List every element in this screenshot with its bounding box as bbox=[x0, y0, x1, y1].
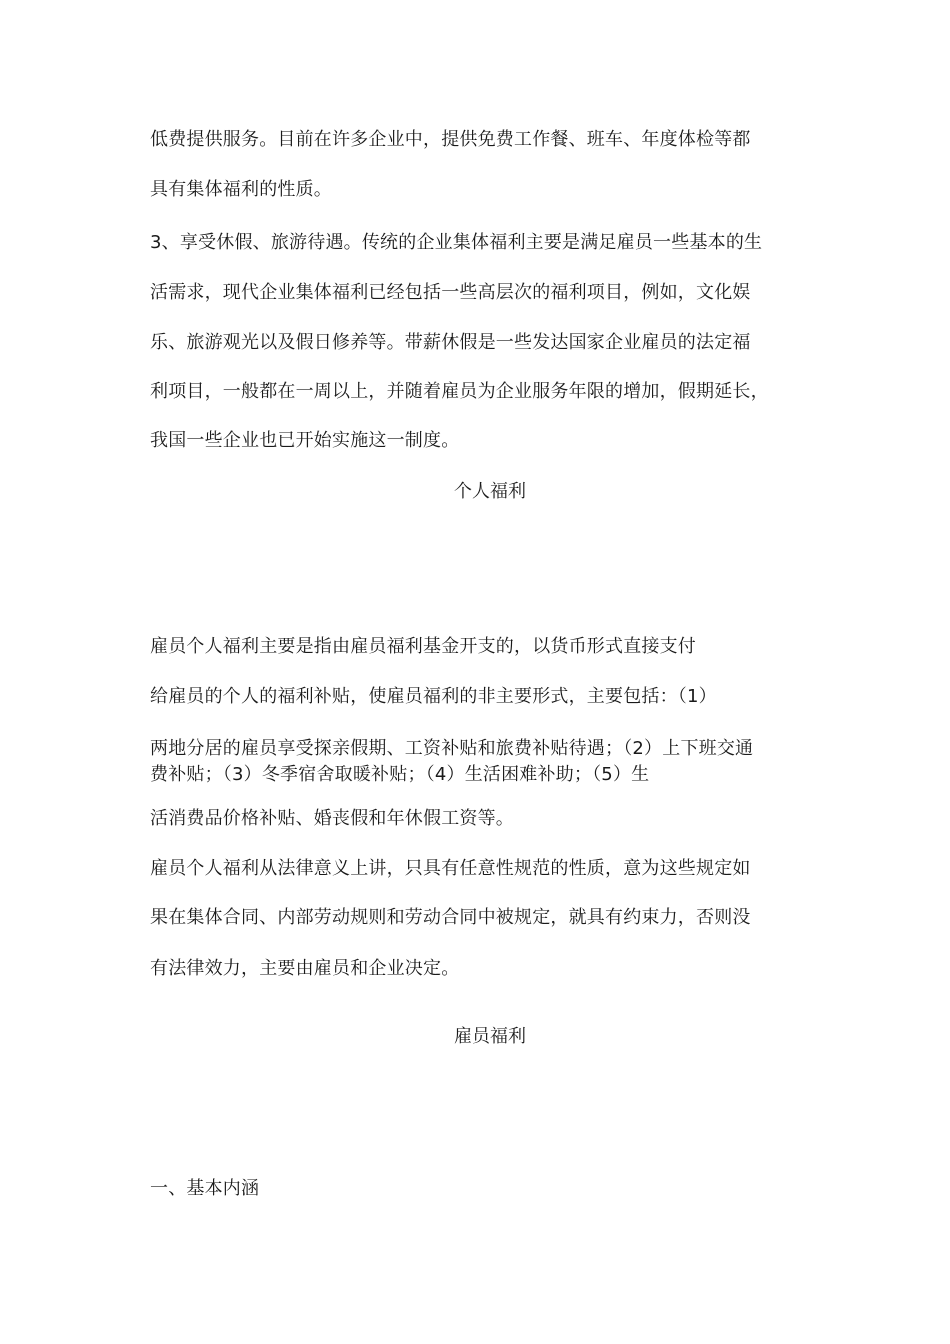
paragraph-line: 具有集体福利的性质。 bbox=[150, 179, 332, 200]
paragraph-line: 费补贴；（3）冬季宿舍取暖补贴；（4）生活困难补助；（5）生 bbox=[150, 764, 650, 785]
paragraph-line: 雇员个人福利主要是指由雇员福利基金开支的，以货币形式直接支付 bbox=[150, 636, 696, 657]
paragraph-line: 低费提供服务。目前在许多企业中，提供免费工作餐、班车、年度体检等都 bbox=[150, 129, 751, 150]
section-title-personal-welfare: 个人福利 bbox=[454, 481, 526, 502]
paragraph-line: 3、享受休假、旅游待遇。传统的企业集体福利主要是满足雇员一些基本的生 bbox=[150, 232, 763, 253]
paragraph-line: 活需求，现代企业集体福利已经包括一些高层次的福利项目，例如，文化娱 bbox=[150, 282, 751, 303]
paragraph-line: 我国一些企业也已开始实施这一制度。 bbox=[150, 430, 460, 451]
paragraph-line: 活消费品价格补贴、婚丧假和年休假工资等。 bbox=[150, 808, 514, 829]
section-title-employee-welfare: 雇员福利 bbox=[454, 1026, 526, 1047]
subsection-heading: 一、基本内涵 bbox=[150, 1178, 260, 1199]
paragraph-line: 果在集体合同、内部劳动规则和劳动合同中被规定，就具有约束力，否则没 bbox=[150, 907, 751, 928]
paragraph-line: 雇员个人福利从法律意义上讲，只具有任意性规范的性质，意为这些规定如 bbox=[150, 858, 751, 879]
paragraph-line: 乐、旅游观光以及假日修养等。带薪休假是一些发达国家企业雇员的法定福 bbox=[150, 332, 751, 353]
paragraph-line: 有法律效力，主要由雇员和企业决定。 bbox=[150, 958, 460, 979]
paragraph-line: 两地分居的雇员享受探亲假期、工资补贴和旅费补贴待遇；（2）上下班交通 bbox=[150, 738, 754, 759]
paragraph-line: 利项目，一般都在一周以上，并随着雇员为企业服务年限的增加，假期延长， bbox=[150, 381, 769, 402]
paragraph-line: 给雇员的个人的福利补贴，使雇员福利的非主要形式，主要包括：（1） bbox=[150, 686, 717, 707]
